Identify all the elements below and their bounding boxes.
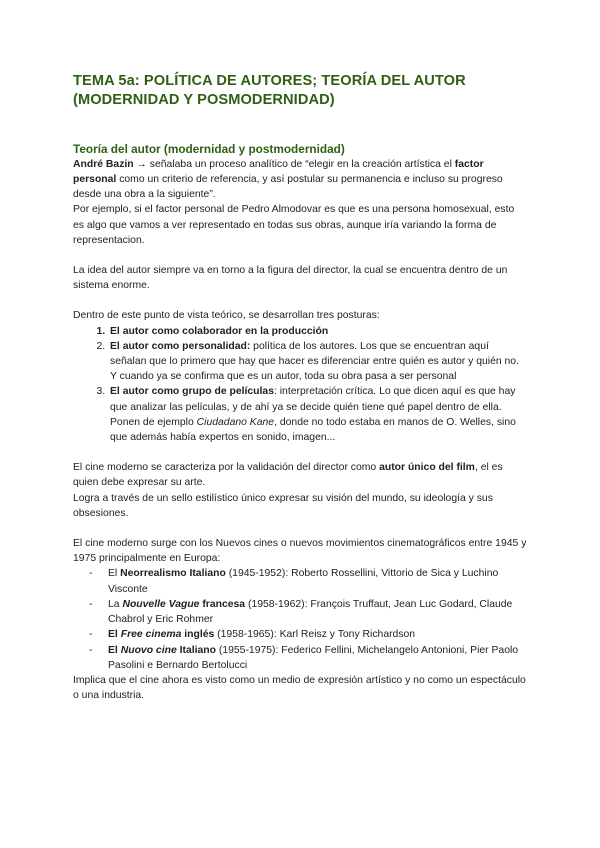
list-item bbox=[108, 339, 528, 385]
dash-bullet: - bbox=[89, 629, 93, 641]
list-item bbox=[108, 324, 528, 339]
dash-bullet: - bbox=[89, 644, 93, 656]
sello-paragraph: Logra a través de un sello estilístico único expresar su visión del mundo, su ideología y sus obsesiones. bbox=[73, 492, 493, 519]
posturas-list bbox=[73, 324, 528, 446]
postura-3-italic: Ciudadano Kane bbox=[196, 416, 275, 428]
section-heading: Teoría del autor (modernidad y postmodernidad) bbox=[73, 141, 345, 156]
list-item bbox=[89, 597, 528, 627]
list-item bbox=[89, 643, 528, 673]
title-line-1: TEMA 5a: POLÍTICA DE AUTORES; TEORÍA DEL AUTOR bbox=[73, 73, 466, 89]
moderno-text-1: El cine moderno se caracteriza por la validación del director como bbox=[73, 462, 380, 474]
dash-bullet: - bbox=[89, 568, 93, 580]
mov-2-bold-italic: Nouvelle Vague bbox=[122, 598, 200, 610]
posturas-intro: Dentro de este punto de vista teórico, se desarrollan tres posturas: bbox=[73, 310, 380, 322]
autor-idea-paragraph: La idea del autor siempre va en torno a la figura del director, la cual se encuentra dentro de un sistema enorme. bbox=[73, 265, 508, 292]
list-item bbox=[108, 384, 528, 445]
postura-1-bold: El autor como colaborador en la producción bbox=[110, 325, 329, 337]
title-line-2: (MODERNIDAD Y POSMODERNIDAD) bbox=[73, 92, 335, 109]
postura-2-bold: El autor como personalidad: bbox=[110, 340, 251, 352]
mov-4-bold-italic: Nuovo cine bbox=[120, 644, 177, 656]
postura-3-text-a: : interpretación crítica. Lo que dicen aquí es que hay que analizar las películas, y de ahí ya se decide quién tiene qué papel dentro de ella. Ponen de ejemplo bbox=[110, 386, 516, 428]
almodovar-paragraph: Por ejemplo, si el factor personal de Pedro Almodovar es que es una persona homosexual, esto es algo que vamos a ver representado en todas sus obras, aunque iría variando la forma de representacion. bbox=[73, 204, 515, 246]
bazin-paragraph bbox=[73, 157, 528, 203]
mov-4-bold-pre: El bbox=[108, 644, 121, 656]
moderno-paragraph bbox=[73, 460, 528, 490]
arrow-glyph: → bbox=[133, 158, 150, 170]
bazin-bold: factor personal bbox=[73, 158, 484, 186]
document-title bbox=[73, 72, 528, 111]
mov-1-bold: Neorrealismo Italiano bbox=[120, 568, 226, 580]
mov-1-pre: El bbox=[108, 568, 121, 580]
list-item bbox=[89, 566, 528, 596]
postura-2-text: política de los autores. Los que se encuentran aquí señalan que lo primero que hay que hacer es diferenciar entre quién es autor y quién no. Y cuando ya se confirma que es un autor, toda su obra pasa a ser personal bbox=[110, 340, 519, 383]
moderno-text-2: , el es quien debe expresar su arte. bbox=[73, 462, 503, 489]
mov-2-pre: La bbox=[108, 598, 123, 610]
postura-3-text-b: , donde no todo estaba en manos de O. Welles, sino que además había expertos en sonido, imagen... bbox=[110, 416, 516, 444]
mov-2-rest: (1958-1962): François Truffaut, Jean Luc Godard, Claude Chabrol y Eric Rohmer bbox=[108, 598, 513, 626]
mov-3-bold-pre: El bbox=[108, 629, 121, 641]
mov-4-rest: (1955-1975): Federico Fellini, Michelangelo Antonioni, Pier Paolo Pasolini e Bernardo Bertolucci bbox=[108, 644, 519, 671]
moderno-bold: autor único del film bbox=[379, 462, 475, 474]
mov-3-rest: (1958-1965): Karl Reisz y Tony Richardson bbox=[214, 629, 416, 641]
mov-3-bold-italic: Free cinema bbox=[120, 629, 182, 641]
bazin-text-2: como un criterio de referencia, y así postular su permanencia e incluso su progreso desde una obra a la siguiente”. bbox=[73, 174, 503, 201]
movimientos-list bbox=[73, 566, 528, 672]
bazin-name: André Bazin bbox=[73, 158, 134, 170]
dash-bullet: - bbox=[89, 598, 93, 610]
mov-2-bold-after: francesa bbox=[199, 598, 246, 610]
bazin-text-1: señalaba un proceso analítico de “elegir en la creación artística el bbox=[149, 158, 455, 170]
list-item bbox=[89, 627, 528, 642]
mov-3-bold-after: inglés bbox=[181, 629, 215, 641]
nuevos-cines-paragraph: El cine moderno surge con los Nuevos cines o nuevos movimientos cinematográficos entre 1945 y 1975 principalmente en Europa: bbox=[73, 538, 527, 565]
implica-paragraph: Implica que el cine ahora es visto como un medio de expresión artístico y no como un espectáculo o una industria. bbox=[73, 674, 526, 702]
mov-1-rest: (1945-1952): Roberto Rossellini, Vittorio de Sica y Luchino Visconte bbox=[108, 568, 499, 595]
postura-3-bold: El autor como grupo de películas bbox=[110, 386, 274, 398]
mov-4-bold-after: Italiano bbox=[176, 644, 216, 656]
